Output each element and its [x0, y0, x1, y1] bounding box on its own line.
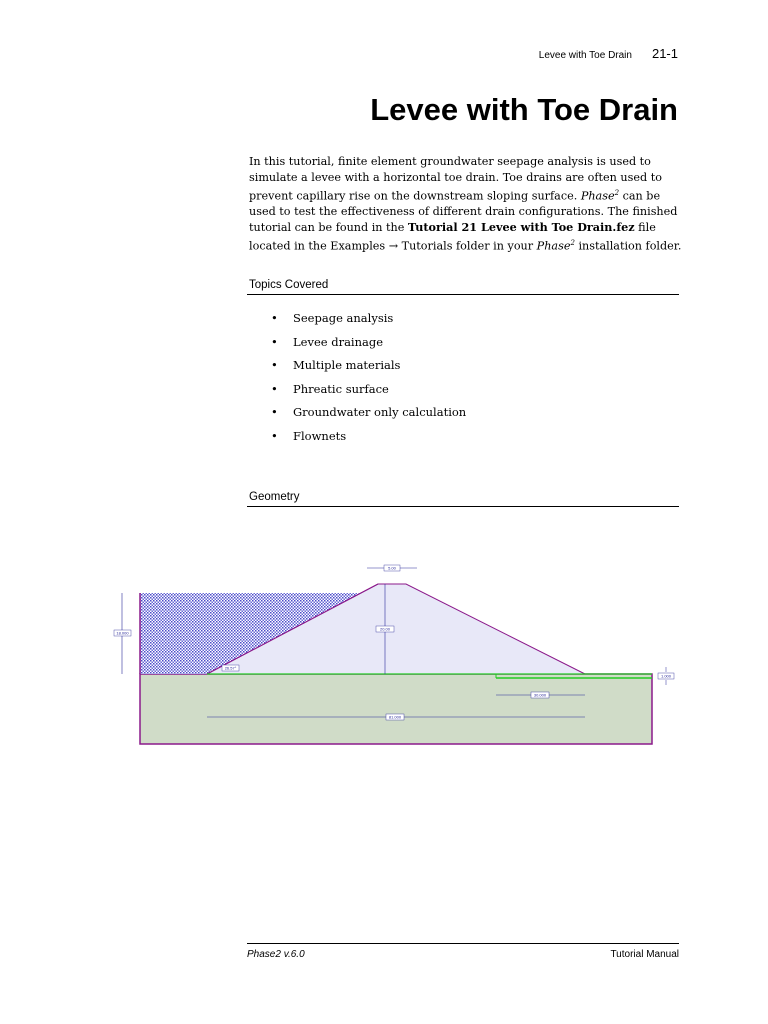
intro-text-1: In this tutorial, finite element groundwater seepage analysis is used to simulate a levee with a horizontal toe drain. Toe drains are often used to prevent capillary rise on the downstream sloping surface.: [249, 155, 662, 203]
page-number: 21-1: [651, 46, 678, 61]
foundation-layer: [140, 674, 652, 744]
tutorial-file-name: Tutorial 21 Levee with Toe Drain.fez: [407, 220, 635, 235]
list-item: • Multiple materials: [271, 358, 401, 373]
list-item: • Levee drainage: [271, 334, 384, 349]
page-footer: [247, 943, 679, 960]
footer-version: Phase2 v.6.0: [247, 949, 305, 960]
intro-text-2: can be used to test the effectiveness of different drain configurations. The finished tutorial can be found in the: [249, 189, 678, 235]
geometry-heading: Geometry: [247, 491, 679, 507]
levee-geometry-diagram: [105, 555, 685, 750]
intro-text-3: file located in the Examples → Tutorials folder in your: [249, 221, 656, 253]
running-title: Levee with Toe Drain: [538, 50, 632, 61]
base-width-dimension: 81.000: [388, 714, 402, 720]
phase-superscript-1: 2: [614, 188, 620, 197]
list-item: • Phreatic surface: [271, 381, 389, 396]
intro-text-4: installation folder.: [574, 240, 682, 253]
geometry-figure: [105, 555, 685, 755]
list-item: • Flownets: [271, 428, 347, 443]
drain-length-dimension: 30.000: [533, 692, 547, 698]
list-item: • Groundwater only calculation: [271, 405, 467, 420]
water-depth-dimension: 18.000: [116, 630, 129, 636]
slope-angle-label: 26.57°: [224, 665, 237, 671]
height-dimension: 20.00: [379, 626, 391, 632]
page-title: Levee with Toe Drain: [370, 92, 678, 127]
list-item: • Seepage analysis: [271, 311, 394, 325]
topics-heading: Topics Covered: [247, 279, 679, 295]
drain-thickness-dimension: 1.000: [660, 673, 672, 679]
intro-paragraph: [249, 154, 689, 255]
crest-dimension: 5.00: [388, 565, 396, 571]
topics-list: [271, 311, 466, 453]
phase-superscript-2: 2: [570, 239, 575, 248]
phase-name-1: Phase: [580, 189, 615, 203]
footer-manual-name: Tutorial Manual: [610, 949, 679, 960]
running-header: [539, 46, 678, 61]
phase-name-2: Phase: [536, 240, 571, 253]
